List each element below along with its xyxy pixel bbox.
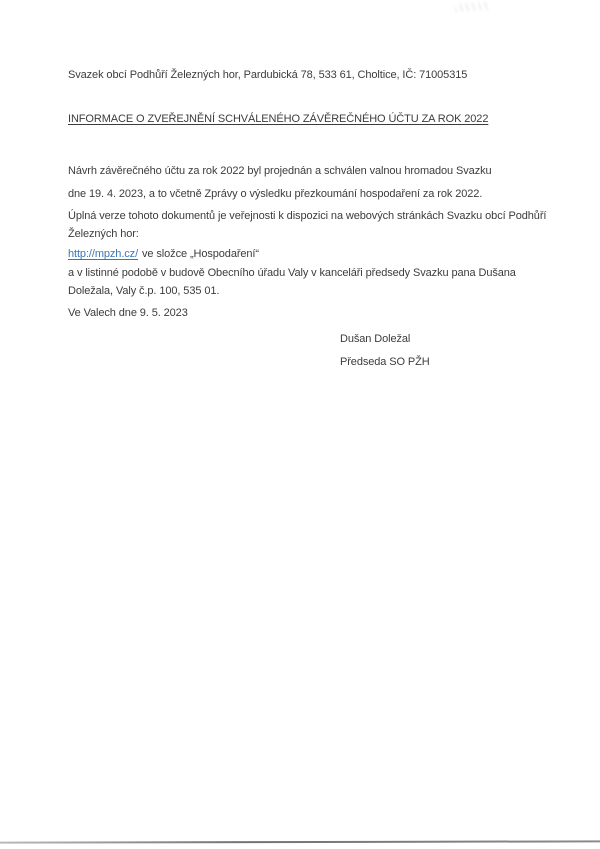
scan-edge-line <box>0 840 600 843</box>
paragraph3-line1: a v listinné podobě v budově Obecního úřadu Valy v kanceláři předsedy Svazku pana Dušana <box>68 267 516 279</box>
paragraph1-line1: Návrh závěrečného účtu za rok 2022 byl projednán a schválen valnou hromadou Svazku <box>68 165 492 177</box>
link-suffix-text: ve složce „Hospodaření“ <box>142 248 259 260</box>
date-place-line: Ve Valech dne 9. 5. 2023 <box>68 307 188 319</box>
scan-artifact-smudge <box>455 2 489 12</box>
paragraph2-line1: Úplná verze tohoto dokumentů je veřejnosti k dispozici na webových stránkách Svazku obcí Podhůří <box>68 210 547 222</box>
document-header: Svazek obcí Podhůří Železných hor, Pardubická 78, 533 61, Choltice, IČ: 71005315 <box>68 69 468 81</box>
paragraph2-line2: Železných hor: <box>68 228 139 240</box>
paragraph1-line2: dne 19. 4. 2023, a to včetně Zprávy o výsledku přezkoumání hospodaření za rok 2022. <box>68 188 483 200</box>
link-line <box>68 247 570 261</box>
signature-name: Dušan Doležal <box>340 333 411 345</box>
mpzh-hyperlink[interactable]: http://mpzh.cz/ <box>68 248 139 260</box>
document-title: INFORMACE O ZVEŘEJNĚNÍ SCHVÁLENÉHO ZÁVĚREČNÉHO ÚČTU ZA ROK 2022 <box>68 113 489 125</box>
signature-title: Předseda SO PŽH <box>340 356 430 368</box>
paragraph3-line2: Doležala, Valy č.p. 100, 535 01. <box>68 285 220 297</box>
